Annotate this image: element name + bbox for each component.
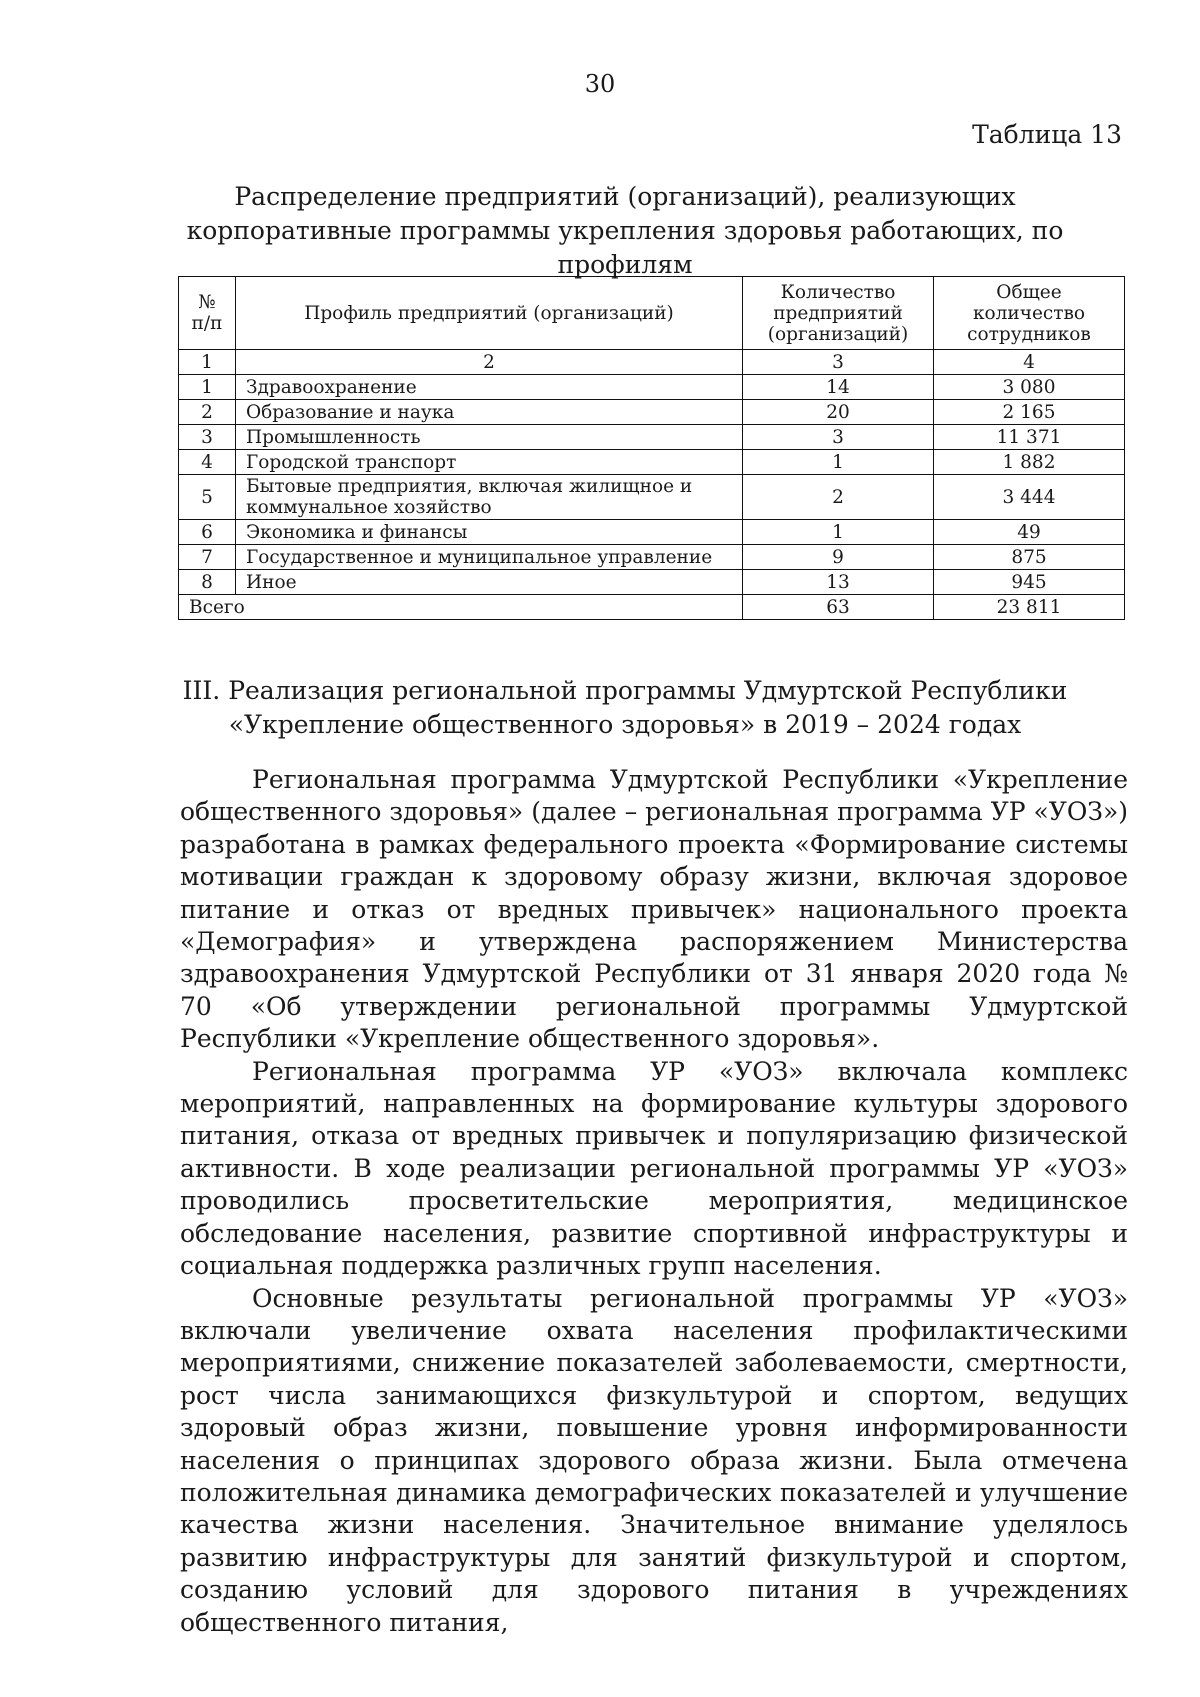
row-count: 14 xyxy=(743,375,934,400)
header-employees-line1: Общее xyxy=(996,281,1062,303)
row-count: 1 xyxy=(743,450,934,475)
row-num: 5 xyxy=(179,475,236,520)
row-employees: 3 444 xyxy=(934,475,1125,520)
row-num: 4 xyxy=(179,450,236,475)
row-profile: Государственное и муниципальное управление xyxy=(236,545,743,570)
table-header-row xyxy=(179,277,1125,350)
header-num xyxy=(179,277,236,350)
row-employees: 3 080 xyxy=(934,375,1125,400)
total-employees: 23 811 xyxy=(934,595,1125,620)
table-row xyxy=(179,520,1125,545)
row-employees: 2 165 xyxy=(934,400,1125,425)
row-employees: 49 xyxy=(934,520,1125,545)
row-num: 6 xyxy=(179,520,236,545)
paragraph: Основные результаты региональной программы УР «УОЗ» включали увеличение охвата населения профилактическими мероприятиями, снижение показателей заболеваемости, смертности, рост числа занимающихся физкультурой и спортом, ведущих здоровый образ жизни, повышение уровня информированности населения о принципах здорового образа жизни. Была отмечена положительная динамика демографических показателей и улучшение качества жизни населения. Значительное внимание уделялось развитию инфраструктуры для занятий физкультурой и спортом, созданию условий для здорового питания в учреждениях общественного питания, xyxy=(180,1283,1128,1637)
row-num: 7 xyxy=(179,545,236,570)
row-count: 3 xyxy=(743,425,934,450)
table-row xyxy=(179,400,1125,425)
row-profile-line1: Бытовые предприятия, включая жилищное и xyxy=(246,476,693,497)
header-num-line1: № xyxy=(198,292,216,313)
total-count: 63 xyxy=(743,595,934,620)
table-total-row xyxy=(179,595,1125,620)
column-index: 2 xyxy=(236,350,743,375)
table-title: Распределение предприятий (организаций), реализующих корпоративные программы укрепления здоровья работающих, по профилям xyxy=(186,182,1064,279)
column-index: 1 xyxy=(179,350,236,375)
table-row xyxy=(179,475,1125,520)
row-count: 13 xyxy=(743,570,934,595)
row-num: 3 xyxy=(179,425,236,450)
row-employees: 1 882 xyxy=(934,450,1125,475)
row-count: 20 xyxy=(743,400,934,425)
row-employees: 11 371 xyxy=(934,425,1125,450)
table-row xyxy=(179,450,1125,475)
total-label: Всего xyxy=(179,595,743,620)
row-profile: Иное xyxy=(236,570,743,595)
row-count: 9 xyxy=(743,545,934,570)
page-number: 30 xyxy=(584,70,616,98)
column-index-row xyxy=(179,350,1125,375)
paragraph: Региональная программа УР «УОЗ» включала комплекс мероприятий, направленных на формирование культуры здорового питания, отказа от вредных привычек и популяризацию физической активности. В ходе реализации региональной программы УР «УОЗ» проводились просветительские мероприятия, медицинское обследование населения, развитие спортивной инфраструктуры и социальная поддержка различных групп населения. xyxy=(180,1056,1128,1281)
row-count: 2 xyxy=(743,475,934,520)
row-employees: 875 xyxy=(934,545,1125,570)
section-heading-line2: «Укрепление общественного здоровья» в 2019 – 2024 годах xyxy=(228,710,1022,739)
row-profile xyxy=(236,475,743,520)
paragraph: Региональная программа Удмуртской Республики «Укрепление общественного здоровья» (далее – региональная программа УР «УОЗ») разработана в рамках федерального проекта «Формирование системы мотивации граждан к здоровому образу жизни, включая здоровое питание и отказ от вредных привычек» национального проекта «Демография» и утверждена распоряжением Министерства здравоохранения Удмуртской Республики от 31 января 2020 года № 70 «Об утверждении региональной программы Удмуртской Республики «Укрепление общественного здоровья». xyxy=(180,765,1128,1054)
row-profile: Промышленность xyxy=(236,425,743,450)
section-heading-line1: III. Реализация региональной программы Удмуртской Республики xyxy=(182,676,1068,705)
row-profile: Образование и наука xyxy=(236,400,743,425)
row-profile-line2: коммунальное хозяйство xyxy=(246,497,492,518)
table-row xyxy=(179,425,1125,450)
section-heading xyxy=(180,674,1070,742)
row-employees: 945 xyxy=(934,570,1125,595)
header-employees-line3: сотрудников xyxy=(967,323,1091,345)
row-count: 1 xyxy=(743,520,934,545)
row-num: 8 xyxy=(179,570,236,595)
table-row xyxy=(179,545,1125,570)
row-profile: Экономика и финансы xyxy=(236,520,743,545)
table-row xyxy=(179,375,1125,400)
row-num: 2 xyxy=(179,400,236,425)
row-num: 1 xyxy=(179,375,236,400)
header-count xyxy=(743,277,934,350)
body-text xyxy=(180,764,1128,1639)
header-count-line2: предприятий xyxy=(773,302,903,324)
header-profile: Профиль предприятий (организаций) xyxy=(236,277,743,350)
header-count-line3: (организаций) xyxy=(767,323,909,345)
column-index: 4 xyxy=(934,350,1125,375)
table-row xyxy=(179,570,1125,595)
header-num-line2: п/п xyxy=(191,313,223,334)
column-index: 3 xyxy=(743,350,934,375)
table-label: Таблица 13 xyxy=(972,120,1122,149)
header-count-line1: Количество xyxy=(780,281,896,303)
header-employees xyxy=(934,277,1125,350)
row-profile: Здравоохранение xyxy=(236,375,743,400)
profiles-table xyxy=(178,276,1125,620)
row-profile: Городской транспорт xyxy=(236,450,743,475)
header-employees-line2: количество xyxy=(972,302,1086,324)
